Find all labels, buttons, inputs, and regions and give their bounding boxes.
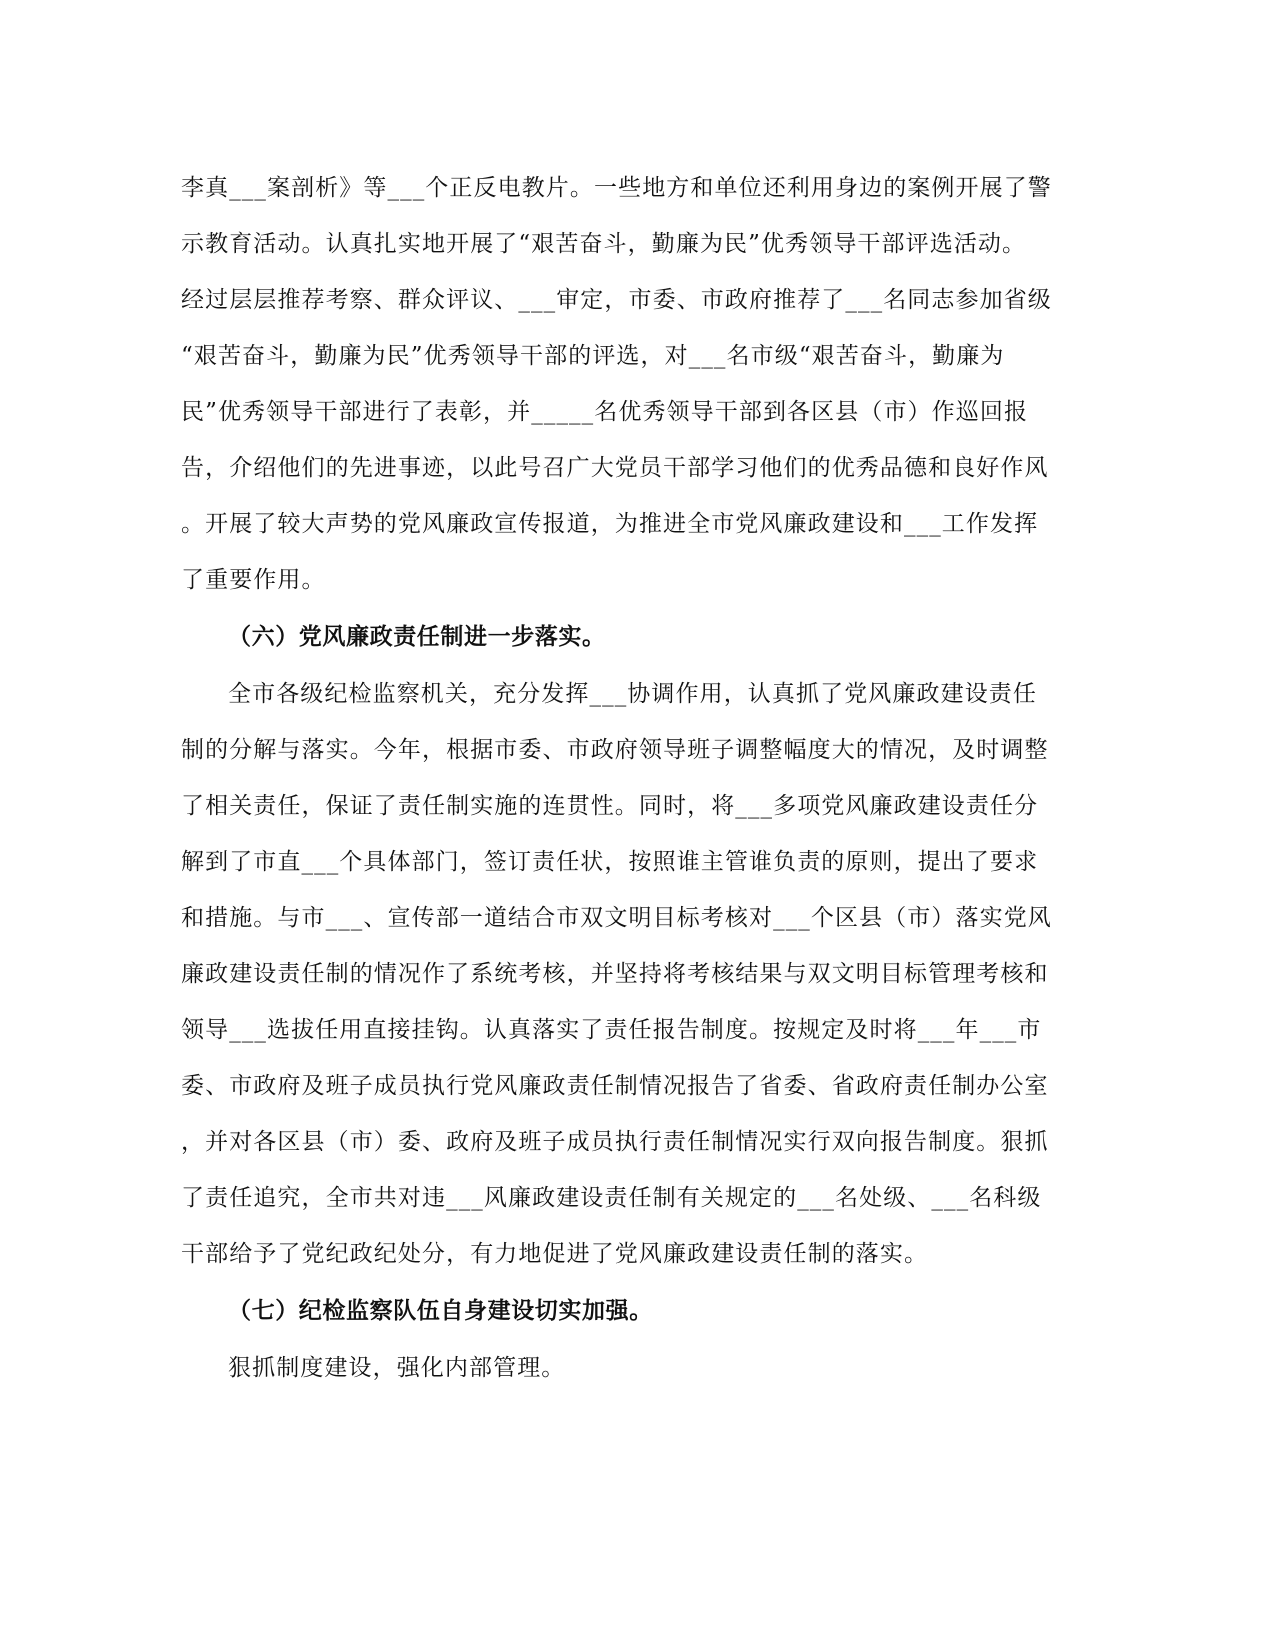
body-line-15: 领导___选拔任用直接挂钩。认真落实了责任报告制度。按规定及时将___年___市	[181, 1017, 1042, 1043]
body-line-7: 。开展了较大声势的党风廉政宣传报道，为推进全市党风廉政建设和___工作发挥	[181, 511, 1039, 537]
body-line-1: 李真___案剖析》等___个正反电教片。一些地方和单位还利用身边的案例开展了警	[181, 175, 1052, 201]
section-heading-6: （六）党风廉政责任制进一步落实。	[228, 624, 606, 650]
body-line-19: 干部给予了党纪政纪处分，有力地促进了党风廉政建设责任制的落实。	[181, 1241, 929, 1267]
body-line-14: 廉政建设责任制的情况作了系统考核，并坚持将考核结果与双文明目标管理考核和	[181, 961, 1049, 987]
body-line-2: 示教育活动。认真扎实地开展了“艰苦奋斗，勤廉为民”优秀领导干部评选活动。	[181, 231, 1027, 257]
body-line-17: ，并对各区县（市）委、政府及班子成员执行责任制情况实行双向报告制度。狠抓	[181, 1129, 1049, 1155]
body-line-11: 了相关责任，保证了责任制实施的连贯性。同时，将___多项党风廉政建设责任分	[181, 793, 1039, 819]
body-line-20: 狠抓制度建设，强化内部管理。	[228, 1355, 566, 1381]
body-line-12: 解到了市直___个具体部门，签订责任状，按照谁主管谁负责的原则，提出了要求	[181, 849, 1039, 875]
body-line-3: 经过层层推荐考察、群众评议、___审定，市委、市政府推荐了___名同志参加省级	[181, 287, 1052, 313]
section-heading-7: （七）纪检监察队伍自身建设切实加强。	[228, 1298, 653, 1324]
body-line-13: 和措施。与市___、宣传部一道结合市双文明目标考核对___个区县（市）落实党风	[181, 905, 1052, 931]
body-line-5: 民”优秀领导干部进行了表彰，并_____名优秀领导干部到各区县（市）作巡回报	[181, 399, 1029, 425]
body-line-10: 制的分解与落实。今年，根据市委、市政府领导班子调整幅度大的情况，及时调整	[181, 737, 1049, 763]
body-line-18: 了责任追究，全市共对违___风廉政建设责任制有关规定的___名处级、___名科级	[181, 1185, 1042, 1211]
body-line-8: 了重要作用。	[181, 567, 326, 593]
body-line-9: 全市各级纪检监察机关，充分发挥___协调作用，认真抓了党风廉政建设责任	[228, 681, 1037, 707]
body-line-6: 告，介绍他们的先进事迹，以此号召广大党员干部学习他们的优秀品德和良好作风	[181, 455, 1049, 481]
body-line-4: “艰苦奋斗，勤廉为民”优秀领导干部的评选，对___名市级“艰苦奋斗，勤廉为	[181, 343, 1005, 369]
body-line-16: 委、市政府及班子成员执行党风廉政责任制情况报告了省委、省政府责任制办公室	[181, 1073, 1049, 1099]
